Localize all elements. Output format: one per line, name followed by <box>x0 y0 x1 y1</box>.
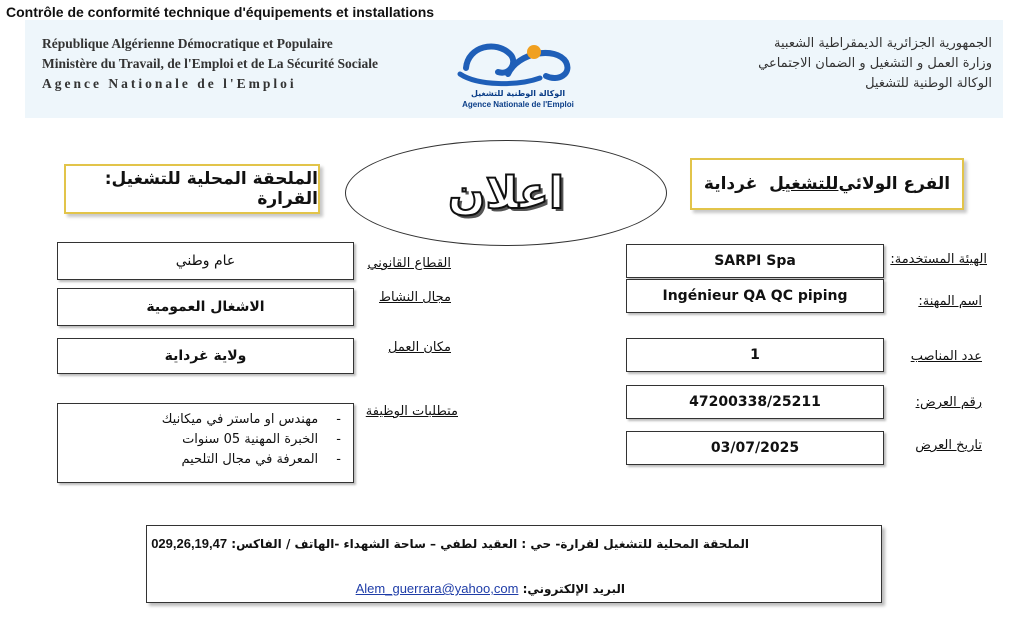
label-positions: عدد المناصب <box>910 349 982 364</box>
contact-email-line <box>356 581 625 596</box>
branch-prefix: الفرع الولائي <box>838 174 951 194</box>
page-title: Contrôle de conformité technique d'équipements et installations <box>6 4 435 20</box>
announcement-ellipse <box>345 140 667 246</box>
contact-phone: 029,26,19,47 <box>151 536 228 551</box>
annex-box <box>64 164 320 214</box>
contact-email-label: البريد الإلكتروني: <box>522 582 625 596</box>
header-fr-republic: République Algérienne Démocratique et Populaire <box>42 36 333 51</box>
value-employer: SARPI Spa <box>626 244 884 278</box>
contact-box <box>146 525 882 603</box>
label-legal-sector: القطاع القانوني <box>367 256 451 271</box>
contact-address: الملحقة المحلية للتشغيل لقرارة- حي : العقيد لطفي – ساحة الشهداء -الهاتف / الفاكس: <box>231 537 749 551</box>
label-offer-date: تاريخ العرض <box>915 438 982 453</box>
requirement-item: - المعرفة في مجال التلحيم <box>162 450 341 470</box>
announcement-title: اعلان <box>447 167 565 219</box>
requirements-box <box>57 403 354 483</box>
value-activity: الاشغال العمومية <box>57 288 354 326</box>
value-workplace: ولاية غرداية <box>57 338 354 374</box>
value-legal-sector: عام وطني <box>57 242 354 280</box>
requirement-item: - الخبرة المهنية 05 سنوات <box>162 430 341 450</box>
label-job-title: اسم المهنة: <box>918 294 982 309</box>
header-ar-ministry: وزارة العمل و التشغيل و الضمان الاجتماعي <box>758 56 992 71</box>
requirement-item: - مهندس او ماستر في ميكانيك <box>162 410 341 430</box>
label-activity: مجال النشاط <box>379 290 451 305</box>
branch-box <box>690 158 964 210</box>
value-offer-number: 47200338/25211 <box>626 385 884 419</box>
value-offer-date: 03/07/2025 <box>626 431 884 465</box>
contact-email-link[interactable]: Alem_guerrara@yahoo,com <box>355 581 519 596</box>
header-ar-agency: الوكالة الوطنية للتشغيل <box>865 76 992 91</box>
header-ar-republic: الجمهورية الجزائرية الديمقراطية الشعبية <box>774 36 992 51</box>
anem-logo-icon <box>448 32 588 92</box>
value-positions: 1 <box>626 338 884 372</box>
annex-label: الملحقة المحلية للتشغيل: القرارة <box>104 169 318 209</box>
label-offer-number: رقم العرض: <box>915 395 982 410</box>
branch-suffix: غرداية <box>703 174 770 194</box>
logo-caption-ar: الوكالة الوطنية للتشغيل <box>470 89 566 98</box>
label-requirements: متطلبات الوظيفة <box>365 404 458 419</box>
label-workplace: مكان العمل <box>388 340 451 355</box>
contact-address-line <box>151 536 749 551</box>
header-fr-agency: Agence Nationale de l'Emploi <box>42 76 297 91</box>
label-employer: الهيئة المستخدمة: <box>890 252 987 267</box>
requirements-list <box>162 410 341 470</box>
branch-underlined: للتشغيل <box>769 174 839 194</box>
value-job-title: Ingénieur QA QC piping <box>626 279 884 313</box>
logo-caption-fr: Agence Nationale de l'Emploi <box>462 100 574 109</box>
header-fr-ministry: Ministère du Travail, de l'Emploi et de La Sécurité Sociale <box>42 56 378 71</box>
